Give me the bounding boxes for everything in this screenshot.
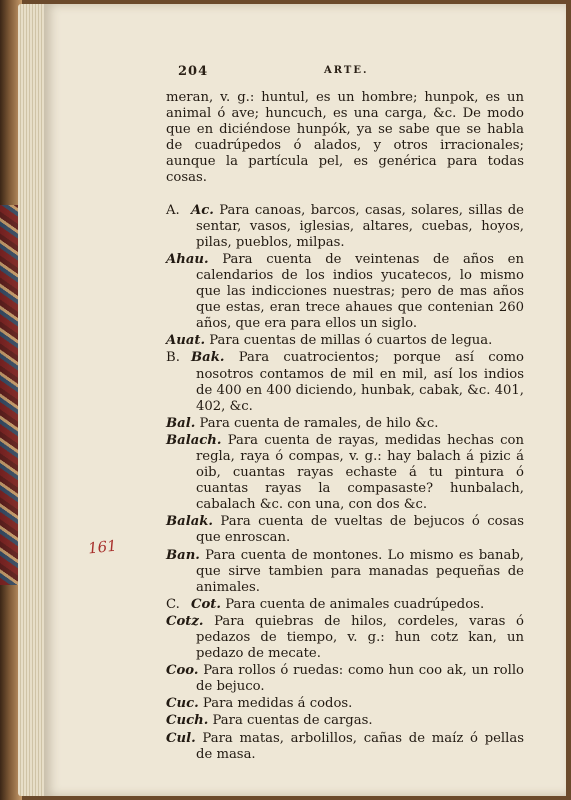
marbled-endpaper: [0, 205, 20, 585]
classifier-entry: [166, 731, 524, 763]
entry-definition: Para cuatrocientos; porque así como nosotros contamos de mil en mil, así los indios de 400 en 400 diciendo, hunbak, cabak, &c. 401, 402, &c.: [196, 350, 524, 414]
entry-letter: A.: [166, 202, 180, 218]
classifier-entry: [166, 350, 524, 414]
entry-definition: Para rollos ó ruedas: como hun coo ak, un rollo de bejuco.: [196, 663, 524, 695]
classifier-entry: [166, 713, 524, 729]
classifier-entry: [166, 203, 524, 251]
classifier-entry: [166, 333, 524, 349]
entry-headword: Bak.: [191, 350, 225, 366]
entry-headword: Cul.: [166, 730, 196, 746]
page-number: 204: [178, 64, 209, 79]
entry-list: [166, 203, 524, 763]
entry-definition: Para canoas, barcos, casas, solares, sillas de sentar, vasos, iglesias, altares, cuebas, hoyos, pilas, pueblos, milpas.: [196, 202, 524, 250]
entry-definition: Para cuenta de animales cuadrúpedos.: [225, 596, 485, 612]
entry-headword: Coo.: [166, 663, 199, 679]
running-title: ARTE.: [324, 65, 369, 76]
entry-definition: Para cuentas de millas ó cuartos de legua.: [209, 333, 493, 349]
entry-headword: Ahau.: [166, 251, 209, 267]
entry-definition: Para cuenta de montones. Lo mismo es banab, que sirve tambien para manadas pequeñas de animales.: [196, 547, 524, 595]
entry-headword: Balach.: [166, 432, 222, 448]
entry-headword: Cuch.: [166, 713, 209, 729]
entry-letter: B.: [166, 350, 180, 366]
entry-definition: Para cuentas de cargas.: [212, 713, 373, 729]
entry-definition: Para cuenta de ramales, de hilo &c.: [199, 415, 439, 431]
entry-headword: Ban.: [166, 547, 200, 563]
classifier-entry: [166, 548, 524, 596]
entry-definition: Para cuenta de veintenas de años en calendarios de los indios yucatecos, lo mismo que las indicciones nuestras; pero de mas años que estas, eran trece ahaues que contenian 260 años, que era para ellos un siglo.: [196, 251, 524, 332]
running-header: [178, 64, 518, 84]
classifier-entry: [166, 252, 524, 332]
entry-headword: Cotz.: [166, 613, 204, 629]
classifier-entry: [166, 696, 524, 712]
classifier-entry: [166, 416, 524, 432]
classifier-entry: [166, 614, 524, 662]
entry-headword: Cuc.: [166, 696, 199, 712]
classifier-entry: [166, 514, 524, 546]
entry-headword: Balak.: [166, 514, 213, 530]
entry-definition: Para matas, arbolillos, cañas de maíz ó pellas de masa.: [196, 730, 524, 762]
classifier-entry: [166, 663, 524, 695]
entry-definition: Para medidas á codos.: [202, 696, 353, 712]
handwritten-margin-note: 161: [87, 536, 118, 558]
entry-headword: Cot.: [191, 596, 221, 612]
classifier-entry: [166, 433, 524, 513]
entry-headword: Bal.: [166, 415, 196, 431]
entry-definition: Para cuenta de vueltas de bejucos ó cosas que enroscan.: [196, 514, 524, 546]
page-body: [166, 90, 524, 764]
classifier-entry: [166, 597, 524, 613]
intro-paragraph: meran, v. g.: huntul, es un hombre; hunpok, es un animal ó ave; huncuch, es una carga, &c. De modo que en diciéndose hunpók, ya se sabe que se habla de cuadrúpedos ó alados, y otros irracionales; aunque la partícula pel, es genérica para todas cosas.: [166, 90, 524, 186]
entry-definition: Para cuenta de rayas, medidas hechas con regla, raya ó compas, v. g.: hay balach á pizic á oib, cuantas rayas echaste á tu pintura ó cuantas rayas la compasaste? hunbalach, cabalach &c. con una, con dos &c.: [196, 432, 524, 513]
entry-letter: C.: [166, 596, 180, 612]
entry-definition: Para quiebras de hilos, cordeles, varas ó pedazos de tiempo, v. g.: hun cotz kan, un pedazo de mecate.: [196, 613, 524, 662]
entry-headword: Auat.: [166, 333, 206, 349]
entry-headword: Ac.: [191, 202, 214, 218]
